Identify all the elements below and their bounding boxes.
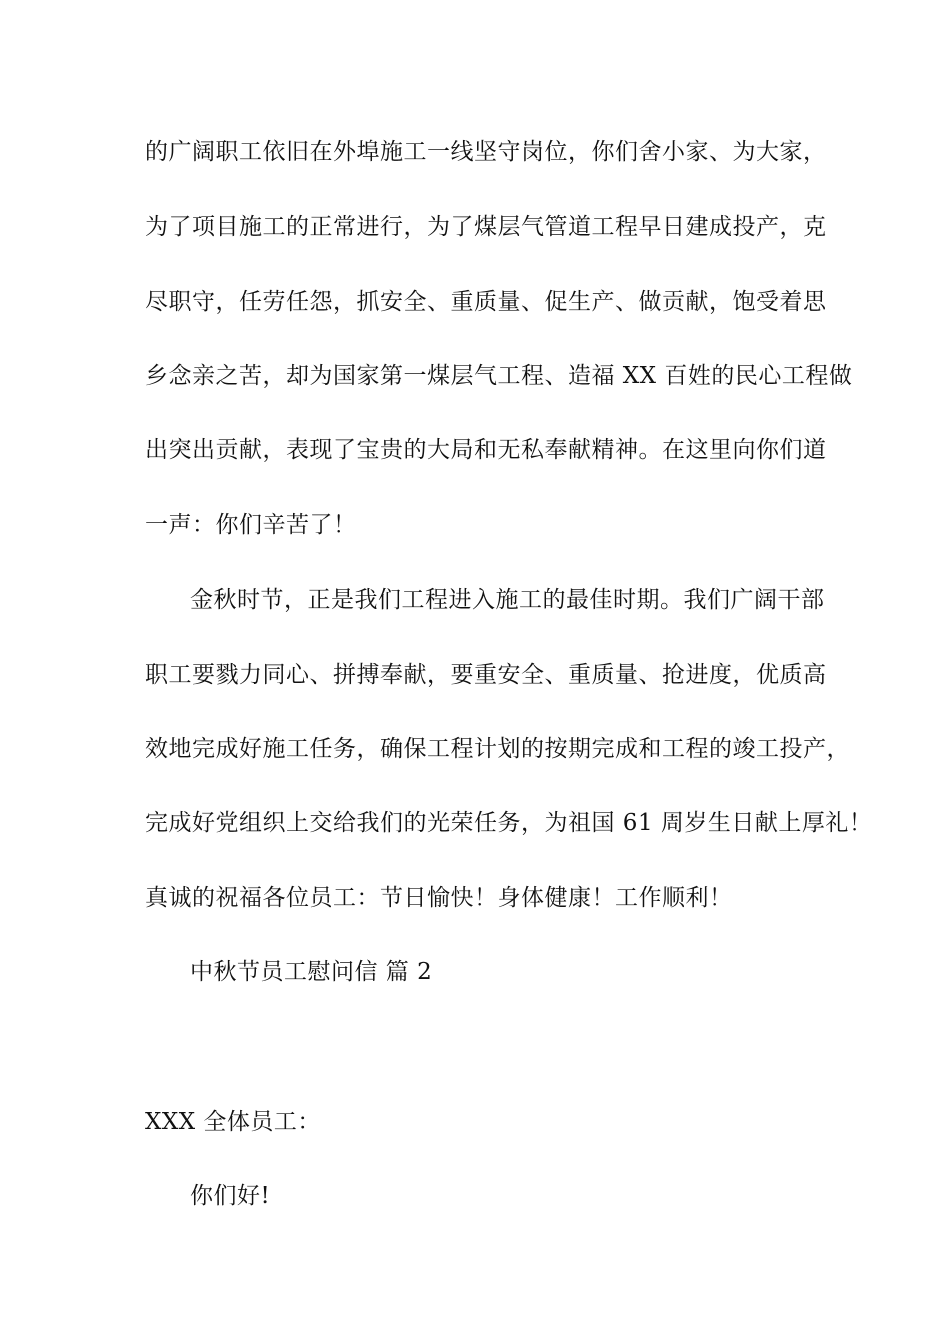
paragraph-line: 职工要戮力同心、拼搏奉献，要重安全、重质量、抢进度，优质高 xyxy=(145,662,827,688)
section-heading: 中秋节员工慰问信 篇 2 xyxy=(190,959,433,985)
paragraph-line: 尽职守，任劳任怨，抓安全、重质量、促生产、做贡献，饱受着思 xyxy=(145,289,827,315)
paragraph-line: 金秋时节，正是我们工程进入施工的最佳时期。我们广阔干部 xyxy=(190,587,825,613)
greeting: 你们好! xyxy=(190,1183,271,1209)
paragraph-line: 一声：你们辛苦了！ xyxy=(145,512,357,538)
paragraph-line: 出突出贡献，表现了宝贵的大局和无私奉献精神。在这里向你们道 xyxy=(145,437,827,463)
paragraph-line: 的广阔职工依旧在外埠施工一线坚守岗位，你们舍小家、为大家， xyxy=(145,139,827,165)
paragraph-line: 效地完成好施工任务，确保工程计划的按期完成和工程的竣工投产， xyxy=(145,736,850,762)
paragraph-line: 完成好党组织上交给我们的光荣任务，为祖国 61 周岁生日献上厚礼！ xyxy=(145,810,873,836)
paragraph-line: 为了项目施工的正常进行，为了煤层气管道工程早日建成投产，克 xyxy=(145,214,827,240)
salutation: XXX 全体员工： xyxy=(145,1109,321,1135)
paragraph-line: 真诚的祝福各位员工：节日愉快！身体健康！工作顺利！ xyxy=(145,885,733,911)
paragraph-line: 乡念亲之苦，却为国家第一煤层气工程、造福 XX 百姓的民心工程做 xyxy=(145,363,853,389)
